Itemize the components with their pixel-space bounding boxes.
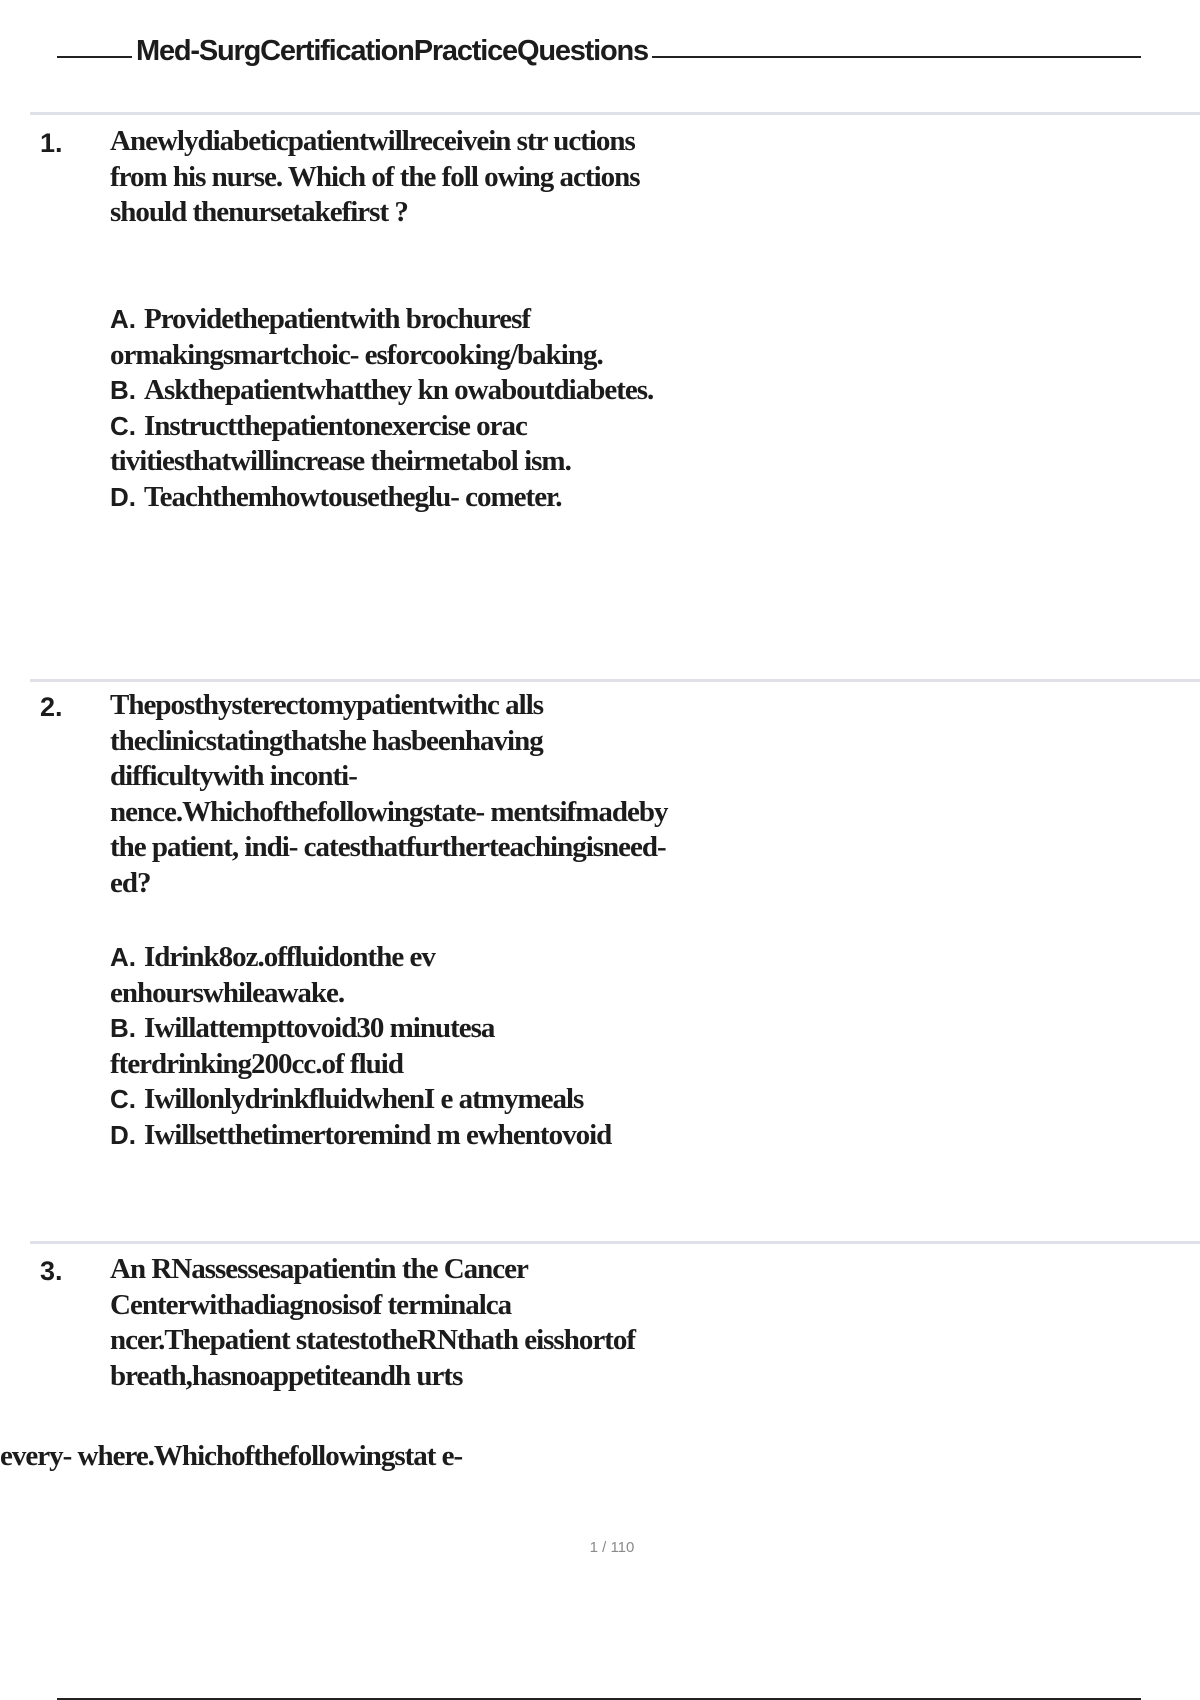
- page-number: 1 / 110: [589, 1539, 635, 1556]
- option-text: Providethepatientwith brochuresf ormakingsmartchoic- esforcooking/baking.: [110, 303, 603, 371]
- question-number: 3.: [40, 1256, 63, 1286]
- option-letter: B.: [110, 1013, 136, 1043]
- page-title: Med-SurgCertificationPracticeQuestions: [132, 31, 652, 71]
- option-text: IwillonlydrinkfluidwhenI e atmymeals: [144, 1083, 584, 1115]
- option-letter: B.: [110, 375, 136, 405]
- question-text: Theposthysterectomypatientwithc alls theclinicstatingthatshe hasbeenhaving difficultywith inconti- nence.Whichofthefollowingstate- mentsifmadeby the patient, indi- catesthatfurtherteachingisneed- ed?: [110, 689, 668, 899]
- option-letter: A.: [110, 942, 136, 972]
- option-c: [110, 409, 670, 480]
- question-divider: [30, 112, 1200, 115]
- option-d: [110, 1118, 670, 1154]
- option-text: Idrink8oz.offluidonthe ev enhourswhileawake.: [110, 941, 435, 1009]
- question-number: 1.: [40, 128, 63, 158]
- option-letter: D.: [110, 1119, 136, 1150]
- question-divider: [30, 1241, 1200, 1244]
- option-text: Askthepatientwhatthey kn owaboutdiabetes.: [144, 374, 654, 406]
- question-text: An RNassessesapatientin the Cancer Centerwithadiagnosisof terminalca ncer.Thepatient statestotheRNthath eisshortof breath,hasnoappetiteandh urts: [110, 1253, 636, 1392]
- answer-options: [110, 940, 670, 1153]
- option-d: [110, 480, 670, 516]
- question-number: 2.: [40, 692, 63, 722]
- question-text: Anewlydiabeticpatientwillreceivein str uctions from his nurse. Which of the foll owing actions should thenursetakefirst ?: [110, 125, 640, 228]
- answer-options: [110, 302, 670, 515]
- option-text: Instructthepatientonexercise orac tivitiesthatwillincrease theirmetabol ism.: [110, 409, 571, 477]
- option-text: Iwillattempttovoid30 minutesa fterdrinking200cc.of fluid: [110, 1012, 495, 1080]
- option-letter: D.: [110, 481, 136, 512]
- option-letter: C.: [110, 410, 136, 441]
- option-c: [110, 1082, 670, 1118]
- option-b: [110, 373, 670, 409]
- option-text: Iwillsetthetimertoremind m ewhentovoid: [144, 1118, 612, 1151]
- question-text-continuation: every- where.Whichofthefollowingstat e-: [0, 1440, 463, 1472]
- option-b: [110, 1011, 670, 1082]
- option-letter: A.: [110, 304, 136, 334]
- option-text: Teachthemhowtousetheglu- cometer.: [144, 480, 562, 513]
- option-a: [110, 302, 670, 373]
- question-divider: [30, 679, 1200, 682]
- option-a: [110, 940, 670, 1011]
- option-letter: C.: [110, 1084, 136, 1114]
